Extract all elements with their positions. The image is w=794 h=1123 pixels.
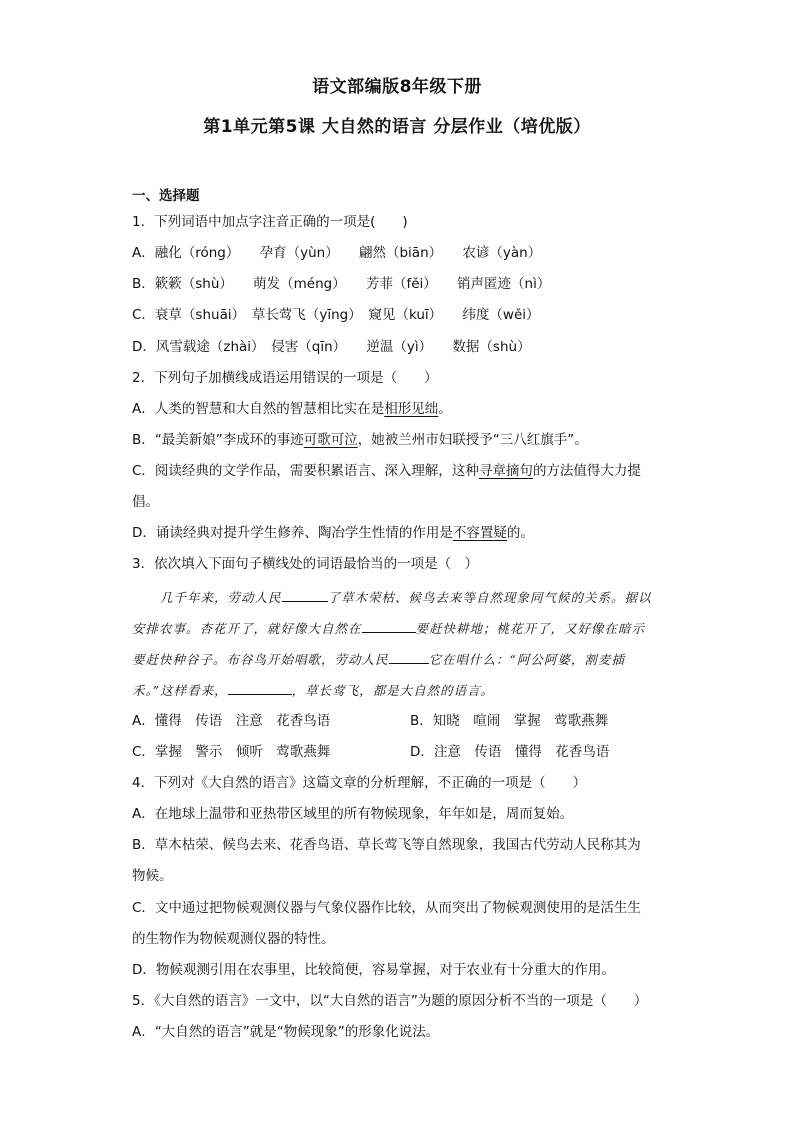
q3-passage-line-2 — [132, 619, 645, 638]
q2-stem: 2．下列句子加横线成语运用错误的一项是（ ） — [132, 370, 438, 386]
q4-option-b: B．草木枯荣、候鸟去来、花香鸟语、草长莺飞等自然现象，我国古代劳动人民称其为 — [132, 837, 641, 853]
q3-p4-text: 禾。”这样看来， — [132, 683, 228, 698]
q4-option-b-cont: 物候。 — [132, 868, 173, 884]
q3-p3-text-b: 它在唱什么：“阿公阿婆，割麦插 — [428, 652, 625, 667]
section-heading: 一、选择题 — [132, 188, 200, 204]
q3-option-b: B．知晓 喧闹 掌握 莺歌燕舞 — [410, 713, 609, 729]
q4-option-a: A．在地球上温带和亚热带区域里的所有物候现象，年年如是，周而复始。 — [132, 806, 574, 822]
q3-stem: 3．依次填入下面句子横线处的词语最恰当的一项是（ ） — [132, 556, 479, 572]
q2-c-text: C．阅读经典的文学作品，需要积累语言、深入理解，这种 — [132, 463, 479, 479]
q2-a-text: A．人类的智慧和大自然的智慧相比实在是 — [132, 401, 385, 417]
q3-option-d: D．注意 传语 懂得 花香鸟语 — [410, 744, 610, 760]
q2-a-idiom: 相形见绌 — [384, 401, 439, 417]
q3-p1-text-b: 了草木荣枯、候鸟去来等自然现象同气候的关系。据以 — [327, 590, 652, 605]
q2-d-idiom: 不容置疑 — [452, 525, 507, 541]
q3-blank-1 — [282, 588, 328, 602]
q1-option-b: B．簌簌（shù） 萌发（méng） 芳菲（fěi） 销声匿迹（nì） — [132, 276, 551, 292]
q3-p4-text-b: ，草长莺飞，都是大自然的语言。 — [291, 683, 495, 698]
q2-option-a — [132, 400, 452, 418]
q3-p3-text: 要赶快种谷子。布谷鸟开始唱歌，劳动人民 — [132, 652, 389, 667]
q1-option-d: D．风雪载途（zhài） 侵害（qīn） 逆温（yì） 数据（shù） — [132, 339, 531, 355]
q3-passage-line-3 — [132, 650, 625, 669]
q4-option-d: D．物候观测引用在农事里，比较简便，容易掌握，对于农业有十分重大的作用。 — [132, 962, 615, 978]
q2-option-c-cont: 倡。 — [132, 494, 159, 510]
q2-d-end: 的。 — [506, 525, 534, 541]
q3-p2-text-b: 要赶快耕地；桃花开了，又好像在暗示 — [415, 621, 646, 636]
q5-stem: 5．《大自然的语言》一文中，以“大自然的语言”为题的原因分析不当的一项是（ ） — [132, 993, 648, 1009]
q3-passage-line-1 — [160, 588, 652, 607]
q2-c-end: 的方法值得大力提 — [532, 463, 641, 479]
q4-option-c: C．文中通过把物候观测仪器与气象仪器作比较，从而突出了物候观测使用的是活生生 — [132, 900, 641, 916]
q2-option-c — [132, 462, 641, 480]
q4-stem: 4．下列对《大自然的语言》这篇文章的分析理解，不正确的一项是（ ） — [132, 775, 587, 791]
q2-b-text: B．“最美新娘”李成环的事迹 — [132, 432, 304, 448]
document-title: 语文部编版8年级下册 — [312, 77, 482, 97]
q2-c-idiom: 寻章摘句 — [478, 463, 533, 479]
q3-blank-4 — [228, 681, 292, 695]
q1-option-a: A．融化（róng） 孕育（yùn） 翩然（biān） 农谚（yàn） — [132, 245, 542, 261]
q2-a-end: 。 — [438, 401, 452, 417]
q3-option-a: A．懂得 传语 注意 花香鸟语 — [132, 713, 331, 729]
q3-p1-text: 几千年来，劳动人民 — [160, 590, 282, 605]
document-subtitle: 第1单元第5课 大自然的语言 分层作业（培优版） — [203, 117, 591, 137]
q2-option-d — [132, 524, 534, 542]
q2-d-text: D．诵读经典对提升学生修养、陶冶学生性情的作用是 — [132, 525, 453, 541]
q3-passage-line-4 — [132, 681, 494, 700]
q3-p2-text: 安排农事。杏花开了，就好像大自然在 — [132, 621, 362, 636]
q2-option-b — [132, 431, 588, 449]
q4-option-c-cont: 的生物作为物候观测仪器的特性。 — [132, 931, 335, 947]
q3-blank-3 — [389, 650, 429, 664]
q5-option-a: A．“大自然的语言”就是“物候现象”的形象化说法。 — [132, 1024, 440, 1040]
q1-stem: 1．下列词语中加点字注音正确的一项是( ) — [132, 214, 408, 230]
q1-option-c: C．衰草（shuāi） 草长莺飞（yīng） 窥见（kuī） 纬度（wěi） — [132, 307, 540, 323]
q3-option-c: C．掌握 警示 倾听 莺歌燕舞 — [132, 744, 331, 760]
q2-b-idiom: 可歌可泣 — [303, 432, 358, 448]
q3-blank-2 — [362, 619, 416, 633]
q2-b-end: ，她被兰州市妇联授予“三八红旗手”。 — [357, 432, 588, 448]
